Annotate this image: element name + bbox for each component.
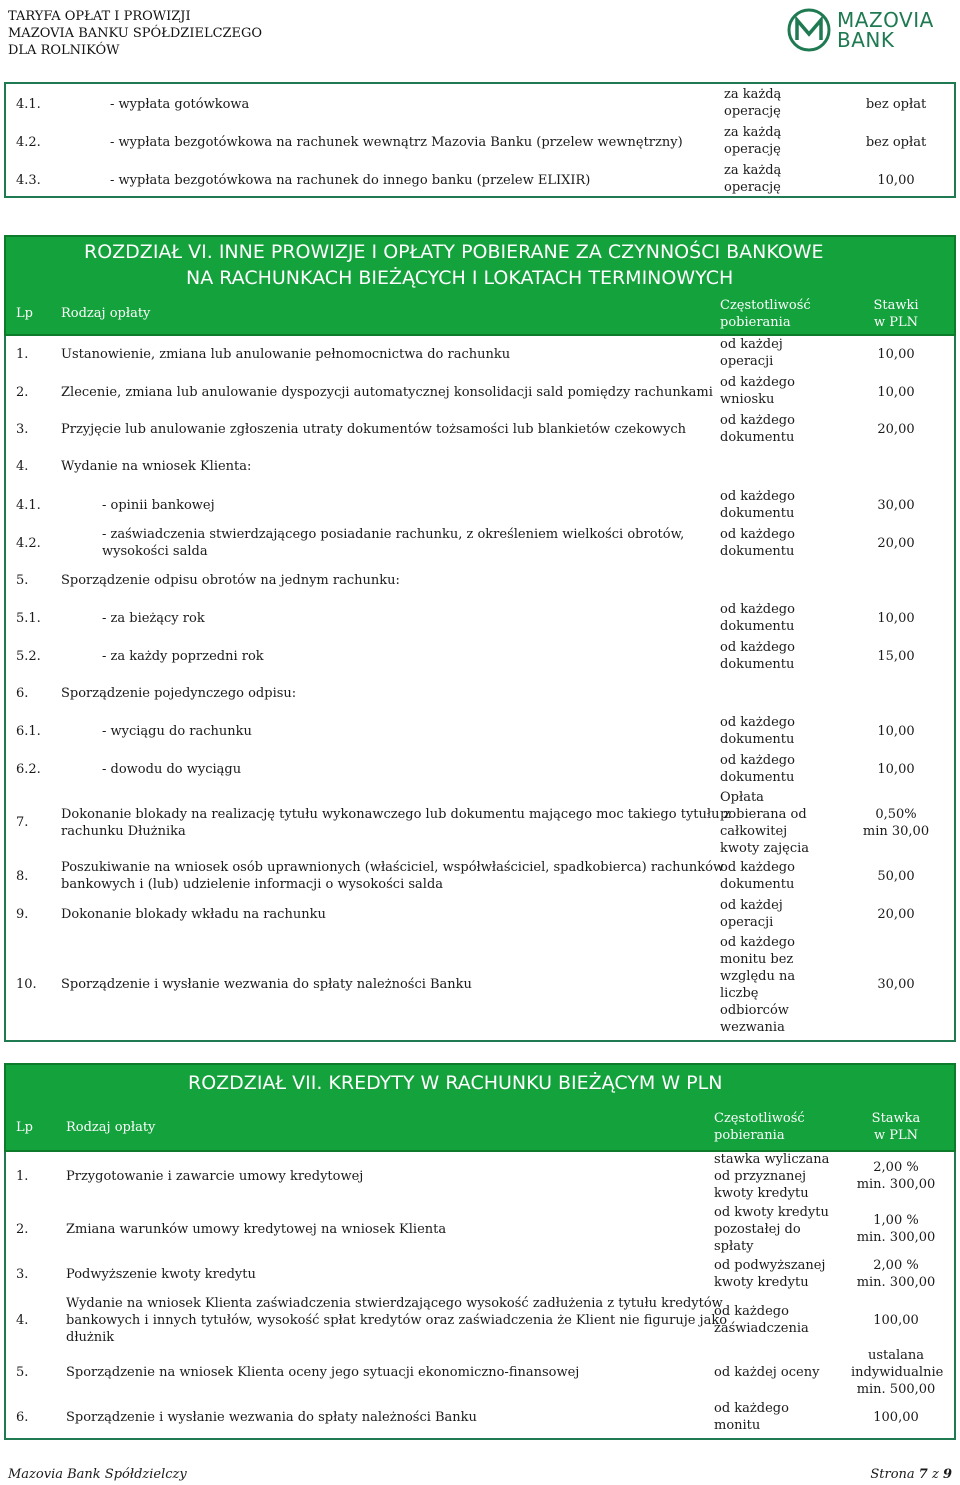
mazovia-bank-logo	[787, 6, 952, 54]
logo-text-bank: BANK	[837, 28, 895, 52]
col-header-rate: Stawki w PLN	[873, 298, 919, 330]
row-freq: za każdą operację	[724, 125, 782, 157]
header-line-3: DLA ROLNIKÓW	[8, 43, 120, 58]
header-line-2: MAZOVIA BANKU SPÓŁDZIELCZEGO	[8, 26, 263, 41]
row-rate: 10,00	[877, 173, 915, 188]
row-lp: 4.3.	[16, 173, 41, 188]
row-rate: bez opłat	[865, 135, 927, 150]
section-6-title-line-1: ROZDZIAŁ VI. INNE PROWIZJE I OPŁATY POBIERANE ZA CZYNNOŚCI BANKOWE	[84, 241, 824, 263]
section-7-header	[4, 1063, 956, 1152]
row-freq: za każdą operację	[724, 163, 782, 195]
section-7-table: 1. Przygotowanie i zawarcie umowy kredytowej stawka wyliczana od przyznanej kwoty kredytu 2,00 % min. 300,00 2. Zmiana warunków umowy kredytowej na wniosek Klienta od kwoty kredytu pozostałej do spłaty 1,00 % min. 300,00 3. Podwyższenie kwoty kredytu od podwyższanej kwoty kredytu 2,00 % min. 300,00 4. Wydanie na wniosek Klienta zaświadczenia stwierdzającego wysokość zadłużenia z tytułu kredytów bankowych i innych tytułów, wysokość spłat kredytów oraz zaświadczenia że Klient nie figuruje jako dłużnik od każdego zaświadczenia 100,00 5. Sporządzenie na wniosek Klienta oceny jego sytuacji ekonomiczno-finansowej od każdej oceny ustalana indywidualnie min. 500,00 6. Sporządzenie i wysłanie wezwania do spłaty należności Banku od każdego monitu 100,00	[4, 1152, 956, 1440]
col-header-rate: Stawka w PLN	[871, 1111, 921, 1143]
top-table	[4, 82, 956, 198]
section-6-title-line-2: NA RACHUNKACH BIEŻĄCYCH I LOKATACH TERMINOWYCH	[186, 267, 734, 289]
header-line-1: TARYFA OPŁAT I PROWIZJI	[8, 9, 191, 24]
bank-logo-icon	[787, 8, 831, 52]
col-header-frequency: Częstotliwość pobierania	[714, 1111, 805, 1143]
row-lp: 4.2.	[16, 135, 41, 150]
col-header-frequency: Częstotliwość pobierania	[720, 298, 811, 330]
logo-text-mazovia: MAZOVIA	[837, 8, 934, 32]
row-label: - wypłata bezgotówkowa na rachunek wewnątrz Mazovia Banku (przelew wewnętrzny)	[110, 135, 683, 150]
row-lp: 4.1.	[16, 97, 41, 112]
page-number: Strona 7 z 9	[870, 1467, 952, 1482]
col-header-type: Rodzaj opłaty	[66, 1120, 156, 1135]
section-7-title: ROZDZIAŁ VII. KREDYTY W RACHUNKU BIEŻĄCYM W PLN	[188, 1072, 723, 1094]
section-6-header	[4, 235, 956, 336]
row-freq: za każdą operację	[724, 87, 782, 119]
page-footer	[8, 1466, 952, 1483]
col-header-type: Rodzaj opłaty	[61, 306, 151, 321]
row-label: - wypłata gotówkowa	[110, 97, 250, 112]
row-label: - wypłata bezgotówkowa na rachunek do innego banku (przelew ELIXIR)	[110, 173, 591, 188]
footer-bank-name: Mazovia Bank Spółdzielczy	[8, 1467, 187, 1482]
section-6-table: 1. Ustanowienie, zmiana lub anulowanie pełnomocnictwa do rachunku od każdej operacji 10,00 2. Zlecenie, zmiana lub anulowanie dyspozycji automatycznej konsolidacji sald pomiędzy rachunkami od każdego wniosku 10,00 3. Przyjęcie lub anulowanie zgłoszenia utraty dokumentów tożsamości lub blankietów czekowych od każdego dokumentu 20,00 4. Wydanie na wniosek Klienta: 4.1. - opinii bankowej od każdego dokumentu 30,00 4.2. - zaświadczenia stwierdzającego posiadanie rachunku, z określeniem wielkości obrotów, wysokości salda od każdego dokumentu 20,00 5. Sporządzenie odpisu obrotów na jednym rachunku: 5.1. - za bieżący rok od każdego dokumentu 10,00 5.2. - za każdy poprzedni rok od każdego dokumentu 15,00 6. Sporządzenie pojedynczego odpisu: 6.1. - wyciągu do rachunku od każdego dokumentu 10,00 6.2. - dowodu do wyciągu od każdego dokumentu 10,00 7. Dokonanie blokady na realizację tytułu wykonawczego lub dokumentu mającego moc takiego tytułu z rachunku Dłużnika Opłata pobierana od całkowitej kwoty zajęcia 0,50% min 30,00 8. Poszukiwanie na wniosek osób uprawnionych (właściciel, współwłaściciel, spadkobierca) rachunków bankowych i (lub) udzielenie informacji o wysokości salda od każdego dokumentu 50,00 9. Dokonanie blokady wkładu na rachunku od każdej operacji 20,00 10. Sporządzenie i wysłanie wezwania do spłaty należności Banku od każdego monitu bez względu na liczbę odbiorców wezwania 30,00	[4, 336, 956, 1042]
row-rate: bez opłat	[865, 97, 927, 112]
col-header-lp: Lp	[16, 1120, 33, 1135]
col-header-lp: Lp	[16, 306, 33, 321]
document-header	[8, 8, 262, 59]
